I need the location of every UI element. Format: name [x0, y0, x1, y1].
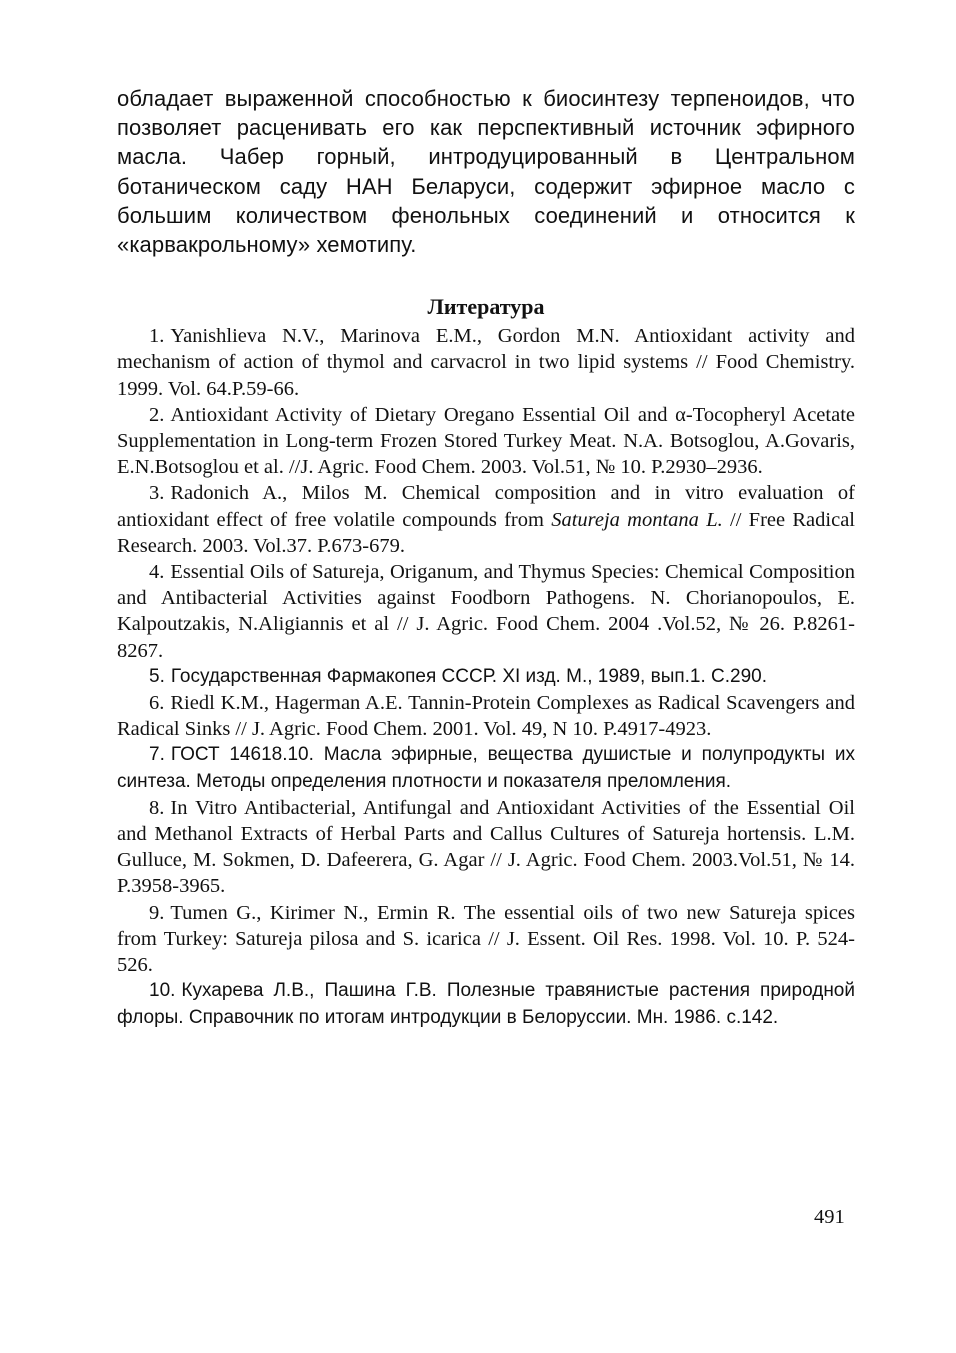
reference-number: 8. [149, 796, 165, 819]
reference-item [117, 480, 855, 559]
reference-number: 1. [149, 325, 165, 348]
reference-number: 7. [149, 744, 165, 766]
references-heading: Литература [427, 294, 545, 320]
page-number: 491 [814, 1206, 845, 1228]
reference-item [117, 900, 855, 979]
reference-text: ГОСТ 14618.10. Масла эфирные, вещества душистые и полупродукты их синтеза. Методы определения плотности и показателя преломления. [117, 744, 855, 792]
reference-text: Essential Oils of Satureja, Origanum, and Thymus Species: Chemical Composition and Antibacterial Activities against Foodborn Pathogens. N. Chorianopoulos, E. Kalpoutzakis, N.Aligiannis et al // J. Agric. Food Chem. 2004 .Vol.52, № 26. P.8261-8267. [117, 561, 855, 662]
references-list [117, 323, 855, 1030]
reference-text: Кухарева Л.В., Пашина Г.В. Полезные травянистые растения природной флоры. Справочник по итогам интродукции в Белоруссии. Мн. 1986. с.142. [117, 980, 855, 1028]
reference-number: 9. [149, 901, 165, 924]
reference-text: Yanishlieva N.V., Marinova E.M., Gordon M.N. Antioxidant activity and mechanism of action of thymol and carvacrol in two lipid systems // Food Chemistry. 1999. Vol. 64.P.59-66. [117, 325, 855, 400]
reference-number: 10. [149, 980, 176, 1002]
reference-item [117, 742, 855, 794]
reference-item [117, 795, 855, 900]
reference-item [117, 402, 855, 481]
reference-number: 6. [149, 692, 165, 715]
intro-paragraph: обладает выраженной способностью к биосинтезу терпеноидов, что позволяет расценивать его как перспективный источник эфирного масла. Чабер горный, интродуцированный в Центральном ботаническом саду НАН Беларуси, содержит эфирное масло с большим количеством фенольных соединений и относится к «карвакрольному» хемотипу. [117, 86, 855, 258]
reference-number: 4. [149, 561, 165, 584]
reference-text: In Vitro Antibacterial, Antifungal and Antioxidant Activities of the Essential Oil and Methanol Extracts of Herbal Parts and Callus Cultures of Satureja hortensis. L.M. Gulluce, M. Sokmen, D. Dafeerera, G. Agar // J. Agric. Food Chem. 2003.Vol.51, № 14. P.3958-3965. [117, 796, 855, 898]
reference-text: Radonich A., Milos M. Chemical composition and in vitro evaluation of antioxidant effect of free volatile compounds from [117, 482, 855, 531]
reference-number: 3. [149, 482, 165, 505]
reference-text: Государственная Фармакопея СССР. XI изд. М., 1989, вып.1. С.290. [170, 665, 768, 687]
reference-text: Antioxidant Activity of Dietary Oregano Essential Oil and α-Tocopheryl Acetate Supplementation in Long-term Frozen Stored Turkey Meat. N.A. Botsoglou, A.Govaris, E.N.Botsoglou et al. //J. Agric. Food Chem. 2003. Vol.51, № 10. P.2930–2936. [117, 403, 855, 479]
reference-item [117, 690, 855, 742]
reference-number: 5. [149, 665, 165, 687]
reference-species-name: Satureja montana L. [551, 508, 723, 531]
reference-number: 2. [149, 403, 165, 426]
page-content [117, 84, 855, 1031]
reference-text: Tumen G., Kirimer N., Ermin R. The essential oils of two new Satureja spices from Turkey: Satureja pilosa and S. icarica // J. Essent. Oil Res. 1998. Vol. 10. P. 524-526. [117, 901, 855, 977]
reference-item [117, 559, 855, 664]
reference-item [117, 323, 855, 402]
reference-item [117, 664, 855, 690]
reference-text: Riedl K.M., Hagerman A.E. Tannin-Protein Complexes as Radical Scavengers and Radical Sinks // J. Agric. Food Chem. 2001. Vol. 49, N 10. P.4917-4923. [117, 692, 855, 741]
reference-text: // Free Radical Research. 2003. Vol.37. P.673-679. [117, 508, 855, 557]
reference-item [117, 978, 855, 1030]
